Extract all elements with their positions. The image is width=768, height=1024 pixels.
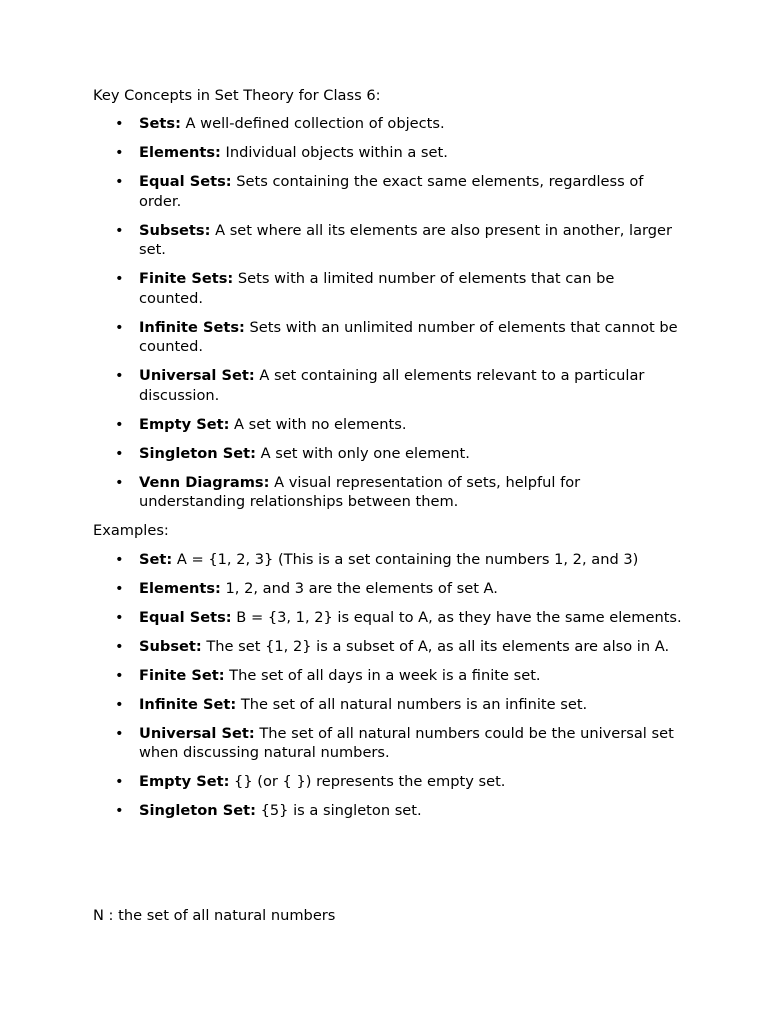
bullet-icon: • (115, 666, 124, 684)
list-item (93, 473, 683, 512)
item-text: A set with no elements. (229, 415, 407, 433)
list-item (93, 269, 683, 308)
item-term: Universal Set: (139, 367, 255, 384)
bullet-icon: • (115, 173, 124, 190)
list-item (93, 772, 683, 792)
item-term: Subsets: (139, 221, 211, 239)
item-term: Singleton Set: (139, 802, 256, 819)
item-term: Equal Sets: (139, 608, 232, 626)
list-item (93, 221, 683, 260)
bullet-icon: • (115, 115, 124, 132)
list-item (93, 695, 683, 715)
item-text: The set of all days in a week is a finite set. (224, 666, 541, 684)
item-term: Equal Sets: (139, 173, 232, 190)
bullet-icon: • (115, 367, 124, 384)
bullet-icon: • (115, 473, 124, 491)
item-term: Sets: (139, 115, 181, 132)
list-item (93, 666, 683, 686)
item-term: Empty Set: (139, 415, 230, 433)
list-item (93, 608, 683, 628)
item-text: Individual objects within a set. (220, 144, 448, 161)
document-body (93, 86, 683, 830)
list-item (93, 172, 683, 211)
bullet-icon: • (115, 579, 124, 597)
list-item (93, 550, 683, 570)
bullet-icon: • (115, 270, 124, 287)
item-term: Finite Sets: (139, 270, 234, 287)
item-term: Empty Set: (139, 773, 230, 790)
item-text: A set containing all elements relevant to a particular discussion. (139, 367, 645, 404)
bullet-icon: • (115, 608, 124, 626)
item-text: A visual representation of sets, helpful for understanding relationships between them. (139, 473, 581, 510)
list-item (93, 318, 683, 357)
item-text: {} (or { }) represents the empty set. (229, 773, 506, 790)
item-text: A set with only one element. (255, 444, 470, 462)
bullet-icon: • (115, 637, 124, 655)
bullet-icon: • (115, 415, 124, 433)
examples-list (93, 550, 683, 821)
item-text: The set of all natural numbers is an infinite set. (236, 695, 588, 713)
list-item (93, 444, 683, 464)
list-item (93, 801, 683, 821)
item-term: Elements: (139, 579, 221, 597)
list-item (93, 637, 683, 657)
item-term: Set: (139, 550, 173, 568)
bullet-icon: • (115, 144, 124, 161)
item-text: {5} is a singleton set. (255, 802, 422, 819)
item-text: The set {1, 2} is a subset of A, as all its elements are also in A. (201, 637, 670, 655)
bullet-icon: • (115, 444, 124, 462)
item-text: A set where all its elements are also present in another, larger set. (139, 221, 673, 258)
list-item (93, 579, 683, 599)
item-text: A = {1, 2, 3} (This is a set containing the numbers 1, 2, and 3) (172, 550, 639, 568)
bullet-icon: • (115, 318, 124, 336)
item-text: Sets with a limited number of elements that can be counted. (139, 270, 615, 307)
concepts-list (93, 114, 683, 512)
bullet-icon: • (115, 773, 124, 790)
item-term: Infinite Set: (139, 695, 237, 713)
item-term: Subset: (139, 637, 202, 655)
bullet-icon: • (115, 695, 124, 713)
examples-heading: Examples: (93, 522, 169, 539)
item-text: The set of all natural numbers could be the universal set when discussing natural numbers. (139, 724, 674, 761)
item-term: Infinite Sets: (139, 318, 245, 336)
item-text: Sets containing the exact same elements, regardless of order. (139, 173, 644, 210)
item-term: Venn Diagrams: (139, 473, 270, 491)
item-term: Finite Set: (139, 666, 225, 684)
list-item (93, 366, 683, 405)
item-text: 1, 2, and 3 are the elements of set A. (220, 579, 498, 597)
bullet-icon: • (115, 724, 124, 742)
list-item (93, 143, 683, 163)
item-text: Sets with an unlimited number of elements that cannot be counted. (139, 318, 678, 355)
item-text: B = {3, 1, 2} is equal to A, as they have the same elements. (231, 608, 682, 626)
list-item (93, 114, 683, 134)
bullet-icon: • (115, 221, 124, 239)
item-text: A well-defined collection of objects. (180, 115, 445, 132)
footnote: N : the set of all natural numbers (93, 907, 336, 924)
concepts-heading: Key Concepts in Set Theory for Class 6: (93, 87, 381, 104)
bullet-icon: • (115, 550, 124, 568)
item-term: Singleton Set: (139, 444, 256, 462)
bullet-icon: • (115, 802, 124, 819)
item-term: Universal Set: (139, 724, 255, 742)
item-term: Elements: (139, 144, 221, 161)
list-item (93, 724, 683, 763)
list-item (93, 415, 683, 435)
